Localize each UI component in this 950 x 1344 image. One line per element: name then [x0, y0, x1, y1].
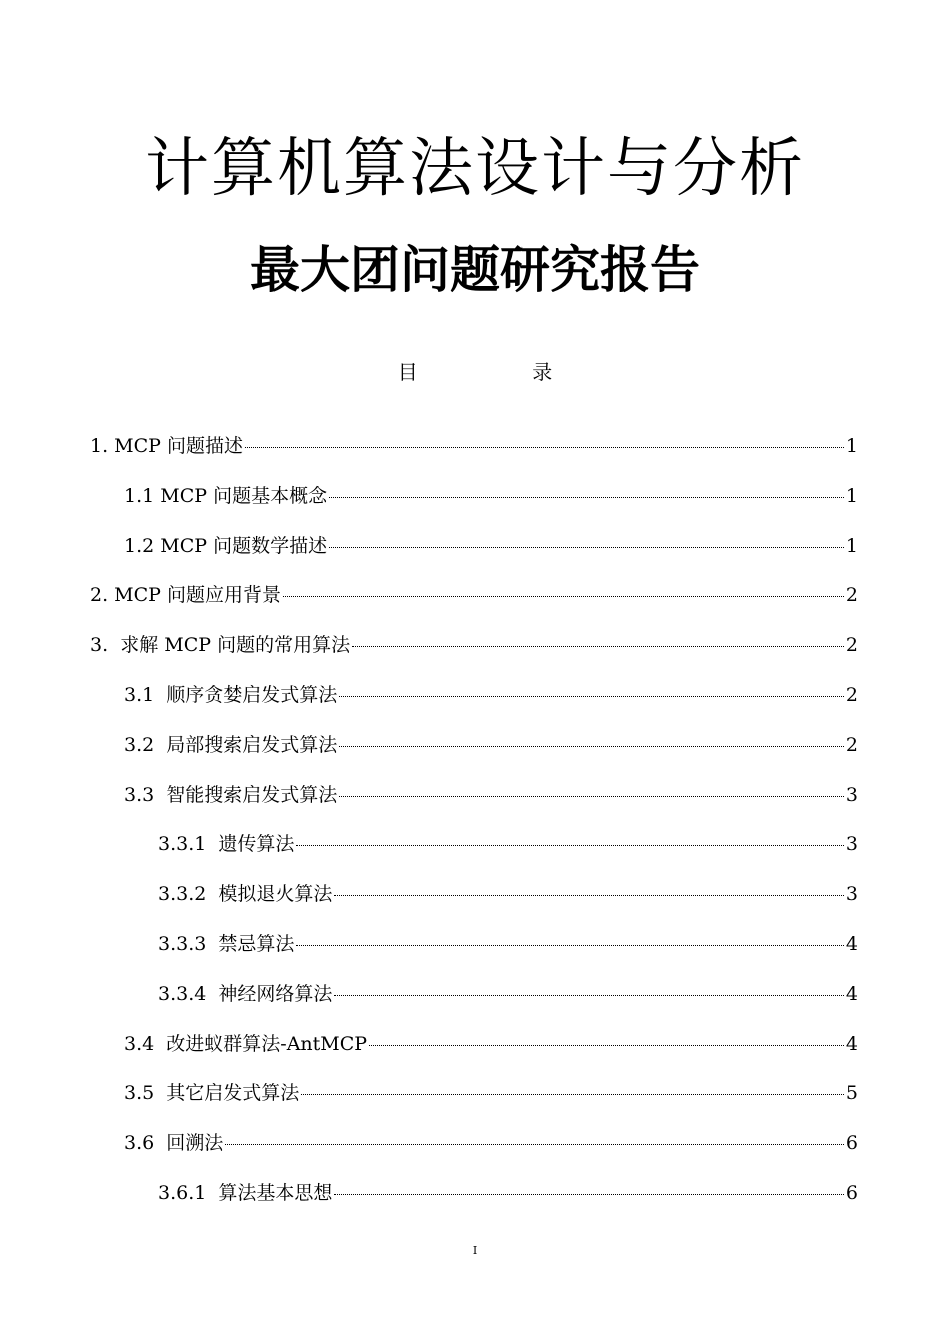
toc-entry[interactable] — [90, 681, 858, 731]
toc-dot-leader — [339, 795, 844, 797]
toc-entry-title: 3.2 局部搜索启发式算法 — [124, 733, 338, 756]
toc-entry[interactable] — [90, 532, 858, 582]
toc-entry-page: 6 — [845, 1132, 858, 1155]
toc-entry-title: 1.2 MCP 问题数学描述 — [124, 534, 328, 557]
toc-entry-page: 4 — [845, 932, 858, 955]
toc-entry-page: 1 — [845, 435, 858, 457]
toc-entry-title: 3. 求解 MCP 问题的常用算法 — [90, 634, 351, 657]
toc-entry-title: 3.3.1 遗传算法 — [158, 833, 295, 856]
table-of-contents — [90, 432, 858, 1229]
toc-dot-leader — [334, 1193, 843, 1195]
toc-entry[interactable] — [90, 1179, 858, 1229]
toc-entry-title: 1.1 MCP 问题基本概念 — [124, 484, 328, 507]
document-subtitle: 最大团问题研究报告 — [250, 240, 700, 299]
toc-entry[interactable] — [90, 731, 858, 781]
toc-entry-page: 6 — [845, 1181, 858, 1204]
toc-dot-leader — [329, 496, 844, 498]
toc-dot-leader — [301, 1093, 844, 1095]
toc-heading: 目 录 — [397, 360, 553, 384]
toc-dot-leader — [334, 994, 843, 996]
toc-dot-leader — [296, 944, 843, 946]
toc-entry-title: 3.5 其它启发式算法 — [124, 1082, 300, 1105]
page-number: I — [472, 1244, 478, 1257]
toc-dot-leader — [245, 446, 844, 448]
toc-entry[interactable] — [90, 631, 858, 681]
toc-entry-title: 3.3.2 模拟退火算法 — [158, 883, 333, 906]
toc-dot-leader — [329, 546, 844, 548]
toc-entry-title: 3.3 智能搜索启发式算法 — [124, 783, 338, 806]
toc-entry-page: 3 — [845, 783, 858, 806]
toc-entry-page: 3 — [845, 833, 858, 856]
toc-entry-title: 3.6.1 算法基本思想 — [158, 1181, 333, 1204]
toc-dot-leader — [334, 894, 843, 896]
toc-entry-page: 3 — [845, 883, 858, 906]
toc-entry-page: 4 — [845, 982, 858, 1005]
toc-entry-page: 2 — [845, 634, 858, 657]
toc-entry-title: 3.3.4 神经网络算法 — [158, 982, 333, 1005]
toc-entry[interactable] — [90, 482, 858, 532]
toc-dot-leader — [369, 1044, 844, 1046]
toc-entry-title: 3.4 改进蚁群算法-AntMCP — [124, 1032, 368, 1055]
toc-entry-page: 2 — [845, 584, 858, 607]
toc-entry[interactable] — [90, 781, 858, 831]
toc-entry-page: 5 — [845, 1082, 858, 1105]
toc-dot-leader — [225, 1143, 844, 1145]
toc-dot-leader — [296, 844, 843, 846]
toc-entry[interactable] — [90, 930, 858, 980]
toc-entry[interactable] — [90, 830, 858, 880]
toc-entry[interactable] — [90, 581, 858, 631]
toc-entry-title: 3.6 回溯法 — [124, 1132, 224, 1155]
toc-entry-page: 4 — [845, 1032, 858, 1055]
toc-entry-title: 1. MCP 问题描述 — [90, 435, 243, 457]
toc-entry-page: 1 — [845, 534, 858, 557]
toc-entry-page: 2 — [845, 733, 858, 756]
toc-entry[interactable] — [90, 1030, 858, 1080]
toc-entry[interactable] — [90, 432, 858, 482]
toc-entry[interactable] — [90, 1079, 858, 1129]
toc-entry[interactable] — [90, 1129, 858, 1179]
toc-entry[interactable] — [90, 880, 858, 930]
toc-dot-leader — [339, 695, 844, 697]
toc-entry-title: 3.1 顺序贪婪启发式算法 — [124, 683, 338, 706]
toc-entry[interactable] — [90, 980, 858, 1030]
toc-dot-leader — [339, 745, 844, 747]
toc-entry-title: 3.3.3 禁忌算法 — [158, 932, 295, 955]
toc-entry-page: 2 — [845, 683, 858, 706]
toc-dot-leader — [352, 645, 844, 647]
toc-dot-leader — [283, 595, 844, 597]
toc-entry-page: 1 — [845, 484, 858, 507]
toc-entry-title: 2. MCP 问题应用背景 — [90, 584, 281, 607]
document-title: 计算机算法设计与分析 — [145, 131, 805, 206]
